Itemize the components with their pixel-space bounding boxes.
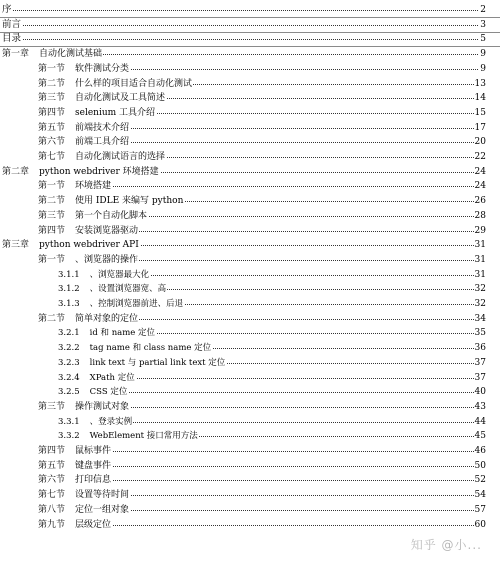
toc-page-number: 13 [474,78,486,89]
toc-number: 3.2.3 [58,357,80,368]
toc-entry[interactable] [0,269,500,281]
watermark: 知乎 @小... [410,538,482,552]
toc-page-number: 60 [474,519,486,530]
toc-title: 前言 [2,18,22,30]
toc-number: 第五节 [38,122,66,133]
toc-number: 3.2.5 [58,387,80,398]
toc-number: 第二章 [2,166,30,177]
toc-entry[interactable] [0,63,500,75]
toc-entry[interactable] [0,19,500,31]
toc-number: 第六节 [38,475,66,486]
toc-entry[interactable] [0,92,500,104]
toc-label [58,386,128,398]
toc-label [2,4,13,16]
toc-number: 第五节 [38,460,66,471]
toc-number: 3.2.2 [58,343,80,354]
toc-number: 第二节 [38,196,66,207]
toc-title: 设置等待时间 [75,490,130,501]
toc-page-number: 28 [474,210,486,221]
toc-entry[interactable] [0,195,500,207]
toc-title: 简单对象的定位 [75,313,139,324]
toc-title: 、浏览器的操作 [75,254,139,265]
dot-leader [2,39,484,40]
toc-page-number: 40 [474,387,486,398]
toc-title: link text 与 partial link text 定位 [89,357,226,368]
toc-label [2,33,22,45]
toc-number: 第九节 [38,519,66,530]
toc-number: 第三章 [2,240,30,251]
toc-label [38,63,130,75]
toc-title: 、设置浏览器宽、高 [89,284,167,295]
toc-label [38,225,139,237]
toc-title: 环境搭建 [75,181,112,192]
toc-entry[interactable] [0,372,500,384]
toc-title: 定位一组对象 [75,504,130,515]
toc-number: 第三节 [38,93,66,104]
toc-entry[interactable] [0,489,500,501]
toc-number: 第四节 [38,225,66,236]
toc-title: 操作测试对象 [75,401,130,412]
toc-page-number: 37 [474,357,486,368]
dot-leader [2,25,484,26]
toc-label [38,254,139,266]
toc-page-number: 3 [480,19,486,30]
toc-page-number: 9 [480,63,486,74]
toc-number: 第八节 [38,504,66,515]
toc-title: 目录 [2,33,22,45]
toc-number: 3.1.3 [58,299,80,309]
toc-page-number: 32 [474,299,486,309]
toc-title: 键盘事件 [75,460,112,471]
toc-number: 3.1.1 [58,269,80,280]
toc-title: 打印信息 [75,475,112,486]
toc-page-number: 54 [474,490,486,501]
toc-page-number: 31 [474,269,486,280]
toc-entry[interactable] [0,122,500,134]
toc-label [58,430,199,442]
toc-title: 第一个自动化脚本 [75,210,148,221]
toc-entry[interactable] [0,180,500,192]
toc-number: 第四节 [38,107,66,118]
toc-entry[interactable] [0,136,500,148]
toc-number: 第二节 [38,313,66,324]
toc-entry[interactable] [0,504,500,516]
toc-label [38,489,130,501]
dot-leader [2,10,484,11]
toc-label [58,342,212,354]
toc-page-number: 43 [474,401,486,412]
toc-label [38,136,130,148]
toc-page-number: 44 [474,416,486,427]
toc-number: 第一节 [38,63,66,74]
toc-page-number: 35 [474,328,486,339]
toc-label [58,298,184,310]
toc-entry[interactable] [0,107,500,119]
toc-number: 3.3.2 [58,431,80,442]
toc-number: 3.2.1 [58,328,80,339]
toc-title: 序 [2,4,12,15]
toc-entry[interactable] [0,327,500,339]
toc-entry[interactable] [0,48,500,60]
toc-number: 第一章 [2,49,30,60]
toc-title: 前端工具介绍 [75,137,130,148]
toc-label [58,416,133,428]
toc-label [38,151,166,163]
toc-entry[interactable] [0,4,500,16]
toc-entry[interactable] [0,283,500,295]
toc-number: 第一节 [38,254,66,265]
toc-page-number: 36 [474,343,486,354]
toc-title: id 和 name 定位 [89,328,156,339]
toc-page-number: 31 [474,240,486,251]
toc-page-number: 57 [474,504,486,515]
toc-label [38,195,184,207]
toc-page-number: 17 [474,122,486,133]
toc-label [38,122,130,134]
toc-page-number: 24 [474,181,486,192]
toc-number: 3.1.2 [58,284,80,295]
toc-label [38,504,130,516]
toc-page-number: 9 [480,49,486,60]
toc-entry[interactable] [0,430,500,442]
toc-number: 第三节 [38,401,66,412]
toc-entry[interactable] [0,445,500,457]
toc-page-number: 15 [474,107,486,118]
toc-label [38,460,112,472]
toc-page-number: 5 [480,34,486,45]
toc-title: 前端技术介绍 [75,122,130,133]
toc-number: 第七节 [38,490,66,501]
toc-page-number: 45 [474,431,486,442]
toc-entry[interactable] [0,151,500,163]
toc-page-number: 46 [474,446,486,456]
toc-page-number: 2 [480,5,486,15]
toc-label [2,48,103,60]
toc-title: CSS 定位 [89,387,128,398]
toc-page-number: 29 [474,225,486,236]
toc-entry[interactable] [0,33,500,45]
toc-label [2,19,22,31]
toc-entry[interactable] [0,78,500,90]
toc-title: python webdriver 环境搭建 [39,166,159,177]
toc-label [38,401,130,413]
toc-title: 、控制浏览器前进、后退 [89,299,184,309]
toc-title: 自动化测试基础 [39,49,103,60]
toc-title: python webdriver API [39,240,139,251]
toc-number: 第二节 [38,78,66,89]
toc-page-number: 32 [474,284,486,295]
toc-entry[interactable] [0,239,500,251]
toc-number: 3.3.1 [58,416,80,427]
toc-title: tag name 和 class name 定位 [89,343,212,354]
toc-page-number: 50 [474,460,486,471]
toc-title: 自动化测试及工具简述 [75,93,166,104]
toc-label [58,372,136,384]
toc-label [38,210,148,222]
toc-title: XPath 定位 [89,372,135,383]
toc-page-number: 34 [474,313,486,324]
toc-title: WebElement 接口常用方法 [89,431,198,442]
toc-title: 使用 IDLE 来编写 python [75,196,184,207]
toc-title: 什么样的项目适合自动化测试 [75,78,193,89]
toc-page-number: 31 [474,254,486,265]
toc-title: selenium 工具介绍 [75,107,156,118]
toc-entry[interactable] [0,342,500,354]
toc-number: 第三节 [38,210,66,221]
toc-title: 层级定位 [75,519,112,530]
toc-entry[interactable] [0,254,500,266]
toc-entry[interactable] [0,386,500,398]
toc-title: 自动化测试语言的选择 [75,152,166,162]
toc-number: 第七节 [38,152,66,162]
toc-label [2,166,160,178]
toc-entry[interactable] [0,210,500,222]
toc-entry[interactable] [0,401,500,413]
toc-title: 安装浏览器驱动 [75,225,139,236]
toc-page-number: 24 [474,166,486,177]
toc-label [58,327,156,339]
toc-page-number: 22 [474,152,486,162]
toc-entry[interactable] [0,298,500,310]
toc-entry[interactable] [0,166,500,178]
toc-entry[interactable] [0,460,500,472]
toc-number: 第四节 [38,446,66,456]
toc-entry[interactable] [0,416,500,428]
toc-label [2,239,140,251]
toc-label [38,474,112,486]
toc-entry[interactable] [0,474,500,486]
toc-label [38,92,166,104]
toc-label [58,283,167,295]
toc-title: 、登录实例 [89,416,133,427]
toc-entry[interactable] [0,357,500,369]
toc-page-number: 52 [474,475,486,486]
toc-number: 第六节 [38,137,66,148]
toc-label [38,445,112,457]
toc-entry[interactable] [0,225,500,237]
toc-label [38,313,139,325]
toc-page-number: 20 [474,137,486,148]
toc-label [38,519,112,531]
toc-entry[interactable] [0,313,500,325]
toc-page-number: 26 [474,196,486,207]
toc-title: 、浏览器最大化 [89,269,150,280]
toc-label [38,78,193,90]
toc-number: 第一节 [38,181,66,192]
toc-label [38,107,156,119]
toc-page-number: 14 [474,93,486,104]
toc-page-number: 37 [474,372,486,383]
toc-entry[interactable] [0,519,500,531]
toc-label [58,357,226,369]
toc-number: 3.2.4 [58,372,80,383]
toc-title: 鼠标事件 [75,446,112,456]
toc-label [58,269,150,281]
toc-label [38,180,112,192]
toc-title: 软件测试分类 [75,63,130,74]
